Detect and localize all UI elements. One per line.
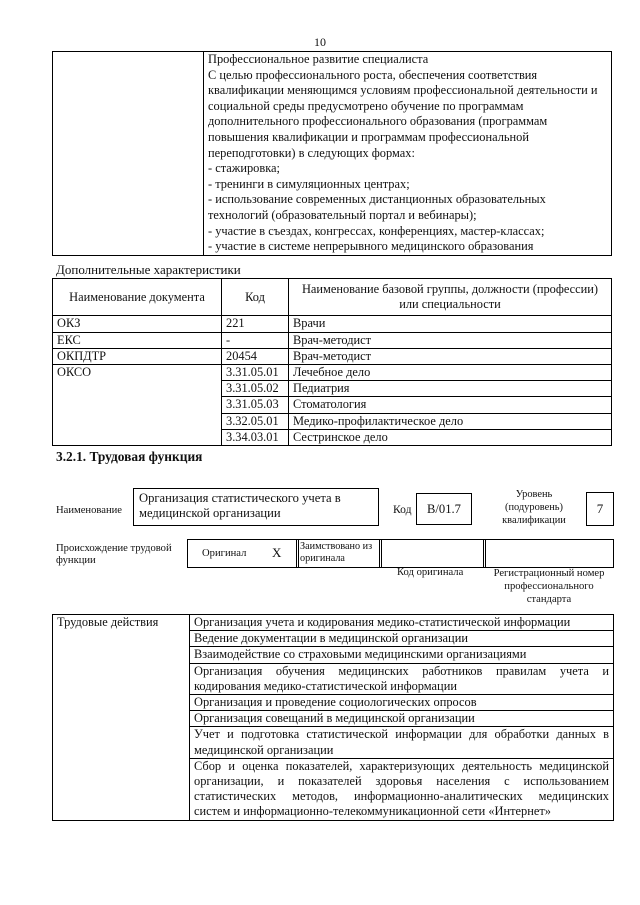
borrowed-label: Заимствовано из оригинала <box>300 541 373 564</box>
cell-code: 3.32.05.01 <box>222 413 289 429</box>
original-mark: X <box>272 545 282 560</box>
labour-action-item: Взаимодействие со страховыми медицинскими организациями <box>190 647 614 663</box>
cell-code: 3.34.03.01 <box>222 429 289 445</box>
origin-original-box <box>187 539 299 568</box>
code-original-box <box>379 539 486 568</box>
cell-name: Лечебное дело <box>289 365 612 381</box>
page-number: 10 <box>314 35 326 49</box>
qualification-level-label: Уровень (подуровень) квалификации <box>502 489 566 526</box>
original-label: Оригинал <box>202 548 247 559</box>
name-value: Организация статистического учета в медицинской организации <box>133 488 379 526</box>
header-code: Код <box>222 279 289 316</box>
cell-code: 20454 <box>222 348 289 364</box>
cell-name: Медико-профилактическое дело <box>289 413 612 429</box>
labour-action-item: Учет и подготовка статистической информации для обработки данных в медицинской организации <box>190 727 614 758</box>
section-heading: 3.2.1. Трудовая функция <box>56 449 203 464</box>
cell-name: Врачи <box>289 316 612 332</box>
cell-code: 3.31.05.01 <box>222 365 289 381</box>
labour-actions-table <box>52 614 614 821</box>
pd-item: - участие в системе непрерывного медицинского образования <box>208 239 534 254</box>
table-row <box>53 316 612 332</box>
labour-action-item: Ведение документации в медицинской организации <box>190 631 614 647</box>
header-name: Наименование базовой группы, должности (профессии) или специальности <box>289 279 612 316</box>
code-label: Код <box>393 503 412 516</box>
origin-label: Происхождение трудовой функции <box>56 543 172 566</box>
qualification-level-value: 7 <box>586 492 614 526</box>
labour-action-item: Организация и проведение социологических опросов <box>190 695 614 711</box>
cell-doc: ОКПДТР <box>53 348 222 364</box>
cell-name: Педиатрия <box>289 381 612 397</box>
professional-development-table <box>52 51 612 256</box>
cell-code: 3.31.05.03 <box>222 397 289 413</box>
labour-actions-label: Трудовые действия <box>53 615 190 821</box>
pd-title: Профессиональное развитие специалиста <box>208 52 429 66</box>
pd-item: - стажировка; <box>208 161 280 176</box>
labour-action-item: Сбор и оценка показателей, характеризующих деятельность медицинской организации, и показателей здоровья населения с использованием статистических методов, информационно-аналитических медицинских систем и информационно-телекоммуникационной сети «Интернет» <box>190 758 614 820</box>
cell-name: Врач-методист <box>289 348 612 364</box>
empty-cell <box>53 52 204 256</box>
table-row <box>53 615 614 631</box>
cell-name: Врач-методист <box>289 332 612 348</box>
cell-doc: ЕКС <box>53 332 222 348</box>
code-value: В/01.7 <box>416 493 472 525</box>
cell-code: - <box>222 332 289 348</box>
labour-action-item: Организация обучения медицинских работников правилам учета и кодирования медико-статистической информации <box>190 663 614 694</box>
name-label: Наименование <box>56 505 122 516</box>
labour-action-item: Организация совещаний в медицинской организации <box>190 711 614 727</box>
labour-action-item: Организация учета и кодирования медико-статистической информации <box>190 615 614 631</box>
cell-code: 221 <box>222 316 289 332</box>
reg-number-box <box>483 539 614 568</box>
pd-item: - тренинги в симуляционных центрах; <box>208 176 410 191</box>
table-row <box>53 332 612 348</box>
origin-grid <box>187 539 612 568</box>
header-document: Наименование документа <box>53 279 222 316</box>
origin-borrowed-box <box>296 539 382 568</box>
reg-number-label: Регистрационный номер профессионального стандарта <box>493 568 605 605</box>
code-original-label: Код оригинала <box>397 567 464 578</box>
table-row <box>53 348 612 364</box>
pd-item: - участие в съездах, конгрессах, конференциях, мастер-классах; <box>208 223 545 238</box>
cell-doc: ОКЗ <box>53 316 222 332</box>
cell-name: Стоматология <box>289 397 612 413</box>
professional-development-cell <box>204 52 612 256</box>
additional-characteristics-table <box>52 278 612 446</box>
cell-doc: ОКСО <box>53 365 222 446</box>
cell-name: Сестринское дело <box>289 429 612 445</box>
additional-caption: Дополнительные характеристики <box>56 262 241 277</box>
cell-code: 3.31.05.02 <box>222 381 289 397</box>
table-row <box>53 365 612 381</box>
pd-intro: С целью профессионального роста, обеспечения соответствия квалификации меняющимся условиям профессиональной деятельности и социальной среды предусмотрено обучение по программам дополнительного профессионального образования (программам повышения квалификации и программам профессиональной переподготовки) в следующих формах: <box>208 67 598 160</box>
table-header-row <box>53 279 612 316</box>
pd-item: - использование современных дистанционных образовательных технологий (образовательный портал и вебинары); <box>208 192 546 222</box>
